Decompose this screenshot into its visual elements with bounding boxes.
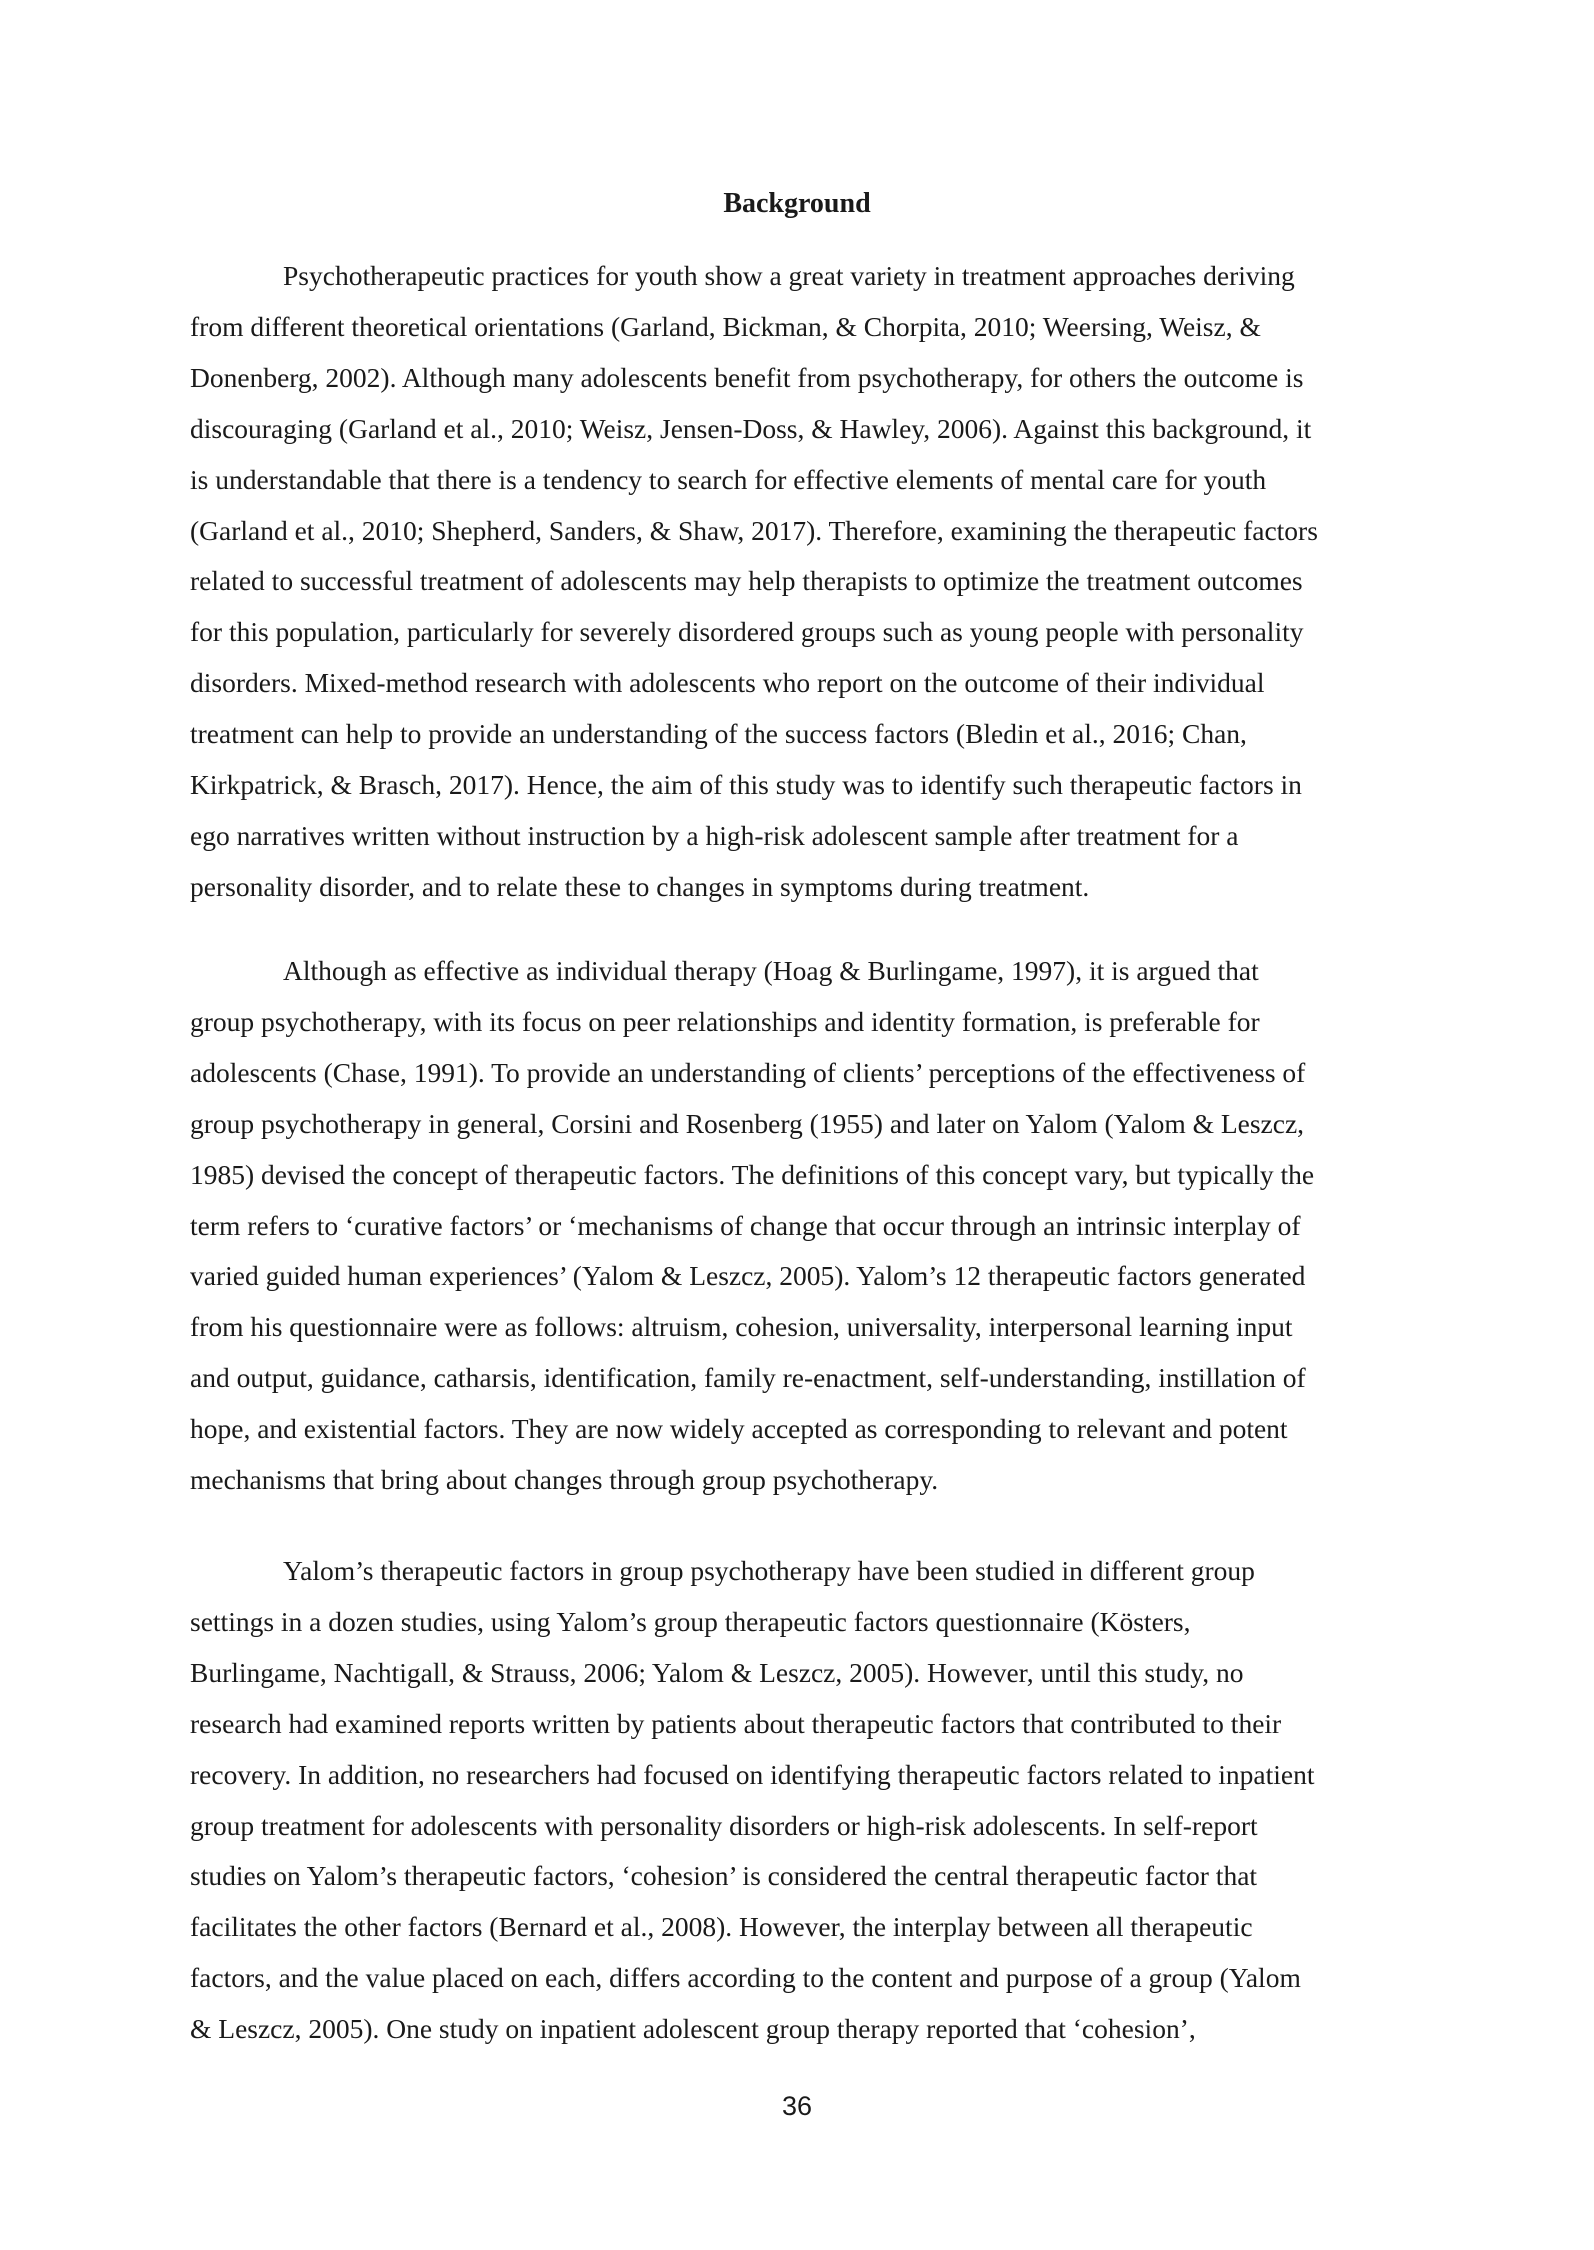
text-line: recovery. In addition, no researchers had focused on identifying therapeutic factors related to inpatient: [190, 1758, 1315, 1790]
page-number: 36: [781, 2091, 813, 2121]
text-line: facilitates the other factors (Bernard et al., 2008). However, the interplay between all therapeutic: [190, 1911, 1253, 1943]
text-line: Burlingame, Nachtigall, & Strauss, 2006; Yalom & Leszcz, 2005). However, until this study, no: [190, 1656, 1244, 1688]
text-line: (Garland et al., 2010; Shepherd, Sanders, & Shaw, 2017). Therefore, examining the therapeutic factors: [190, 514, 1318, 546]
text-line: is understandable that there is a tendency to search for effective elements of mental care for youth: [190, 463, 1267, 495]
text-line: related to successful treatment of adolescents may help therapists to optimize the treatment outcomes: [190, 565, 1303, 597]
text-line: group psychotherapy, with its focus on peer relationships and identity formation, is preferable for: [190, 1005, 1260, 1037]
text-line: term refers to ‘curative factors’ or ‘mechanisms of change that occur through an intrinsic interplay of: [190, 1209, 1301, 1241]
paragraph-1: [190, 251, 1420, 913]
text-line: Yalom’s therapeutic factors in group psychotherapy have been studied in different group: [283, 1555, 1255, 1586]
paragraph-2: [190, 946, 1420, 1506]
text-line: hope, and existential factors. They are now widely accepted as corresponding to relevant and potent: [190, 1413, 1288, 1445]
text-line: mechanisms that bring about changes through group psychotherapy.: [190, 1464, 939, 1496]
text-line: factors, and the value placed on each, differs according to the content and purpose of a group (Yalom: [190, 1962, 1301, 1994]
text-line: and output, guidance, catharsis, identification, family re-enactment, self-understanding, instillation of: [190, 1362, 1306, 1394]
text-line: group treatment for adolescents with personality disorders or high-risk adolescents. In self-report: [190, 1809, 1258, 1841]
text-line: group psychotherapy in general, Corsini and Rosenberg (1955) and later on Yalom (Yalom & Leszcz,: [190, 1107, 1305, 1139]
text-line: Although as effective as individual therapy (Hoag & Burlingame, 1997), it is argued that: [283, 955, 1259, 986]
text-line: for this population, particularly for severely disordered groups such as young people with personality: [190, 616, 1304, 648]
text-line: adolescents (Chase, 1991). To provide an understanding of clients’ perceptions of the effectiveness of: [190, 1056, 1306, 1088]
paragraph-3: [190, 1546, 1420, 2055]
text-line: research had examined reports written by patients about therapeutic factors that contributed to their: [190, 1707, 1282, 1739]
text-line: varied guided human experiences’ (Yalom & Leszcz, 2005). Yalom’s 12 therapeutic factors generated: [190, 1260, 1306, 1292]
text-line: Kirkpatrick, & Brasch, 2017). Hence, the aim of this study was to identify such therapeutic factors in: [190, 769, 1302, 801]
text-line: from different theoretical orientations (Garland, Bickman, & Chorpita, 2010; Weersing, Weisz, &: [190, 310, 1261, 342]
text-line: disorders. Mixed-method research with adolescents who report on the outcome of their individual: [190, 667, 1265, 699]
text-line: treatment can help to provide an understanding of the success factors (Bledin et al., 2016; Chan,: [190, 718, 1247, 750]
text-line: & Leszcz, 2005). One study on inpatient adolescent group therapy reported that ‘cohesion’,: [190, 2013, 1196, 2045]
text-line: studies on Yalom’s therapeutic factors, ‘cohesion’ is considered the central therapeutic factor that: [190, 1860, 1258, 1892]
text-line: settings in a dozen studies, using Yalom’s group therapeutic factors questionnaire (Kösters,: [190, 1605, 1191, 1637]
section-heading: Background: [723, 188, 871, 219]
text-line: 1985) devised the concept of therapeutic factors. The definitions of this concept vary, but typically the: [190, 1158, 1315, 1190]
text-line: from his questionnaire were as follows: altruism, cohesion, universality, interpersonal learning input: [190, 1311, 1293, 1343]
text-line: discouraging (Garland et al., 2010; Weisz, Jensen-Doss, & Hawley, 2006). Against this background, it: [190, 412, 1312, 444]
text-line: ego narratives written without instruction by a high-risk adolescent sample after treatment for a: [190, 819, 1239, 851]
text-line: Donenberg, 2002). Although many adolescents benefit from psychotherapy, for others the outcome is: [190, 361, 1304, 393]
text-line: Psychotherapeutic practices for youth show a great variety in treatment approaches deriving: [283, 260, 1295, 291]
text-line: personality disorder, and to relate these to changes in symptoms during treatment.: [190, 870, 1090, 902]
